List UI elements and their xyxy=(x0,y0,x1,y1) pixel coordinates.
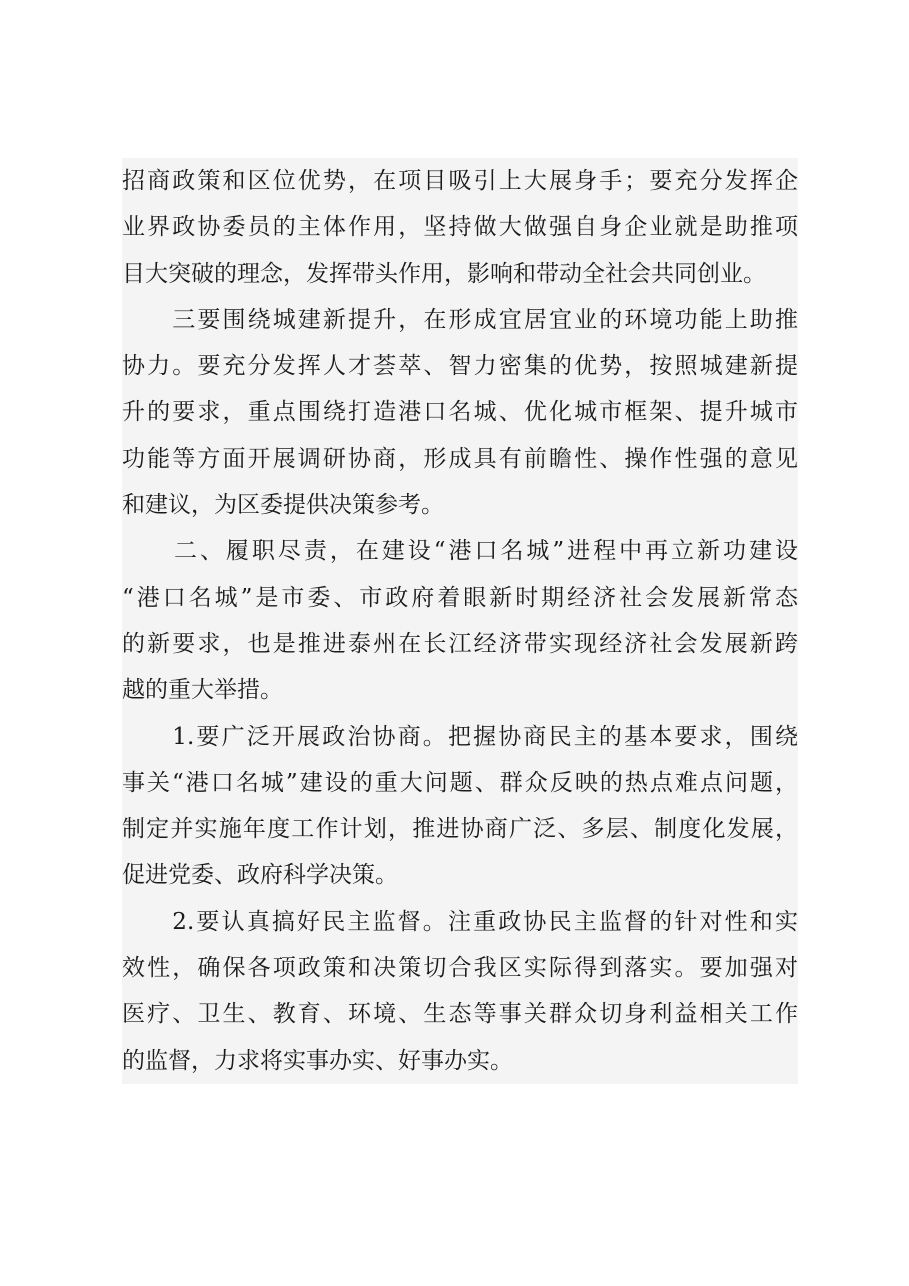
text-line: 业界政协委员的主体作用，坚持做大做强自身企业就是助推项 xyxy=(122,214,798,241)
text-line: 和建议，为区委提供决策参考。 xyxy=(122,492,444,519)
text-line: 二、履职尽责，在建设“港口名城”进程中再立新功建设 xyxy=(122,538,798,565)
text-line: 的监督，力求将实事办实、好事办实。 xyxy=(122,1047,513,1074)
text-line: 医疗、卫生、教育、环境、生态等事关群众切身利益相关工作 xyxy=(122,1001,798,1028)
text-line: 1.要广泛开展政治协商。把握协商民主的基本要求，围绕 xyxy=(122,723,798,750)
text-line: 目大突破的理念，发挥带头作用，影响和带动全社会共同创业。 xyxy=(122,260,766,287)
text-line: 功能等方面开展调研协商，形成具有前瞻性、操作性强的意见 xyxy=(122,445,798,472)
text-line: 协力。要充分发挥人才荟萃、智力密集的优势，按照城建新提 xyxy=(122,353,798,380)
text-line: 事关“港口名城”建设的重大问题、群众反映的热点难点问题， xyxy=(122,769,798,796)
paragraph-section-two xyxy=(122,528,798,713)
document-body xyxy=(122,158,798,1084)
text-line: “港口名城”是市委、市政府着眼新时期经济社会发展新常态 xyxy=(122,584,798,611)
text-line: 的新要求，也是推进泰州在长江经济带实现经济社会发展新跨 xyxy=(122,630,798,657)
paragraph-investment xyxy=(122,158,798,297)
text-line: 升的要求，重点围绕打造港口名城、优化城市框架、提升城市 xyxy=(122,399,798,426)
text-line: 三要围绕城建新提升，在形成宜居宜业的环境功能上助推 xyxy=(122,306,798,333)
paragraph-item-1 xyxy=(122,714,798,899)
paragraph-urban-construction xyxy=(122,297,798,528)
text-line: 效性，确保各项政策和决策切合我区实际得到落实。要加强对 xyxy=(122,955,798,982)
paragraph-item-2 xyxy=(122,899,798,1084)
text-line: 招商政策和区位优势，在项目吸引上大展身手；要充分发挥企 xyxy=(122,168,798,194)
text-line: 越的重大举措。 xyxy=(122,677,283,704)
text-line: 2.要认真搞好民主监督。注重政协民主监督的针对性和实 xyxy=(122,908,798,935)
text-line: 促进党委、政府科学决策。 xyxy=(122,862,398,889)
text-line: 制定并实施年度工作计划，推进协商广泛、多层、制度化发展， xyxy=(122,816,798,843)
